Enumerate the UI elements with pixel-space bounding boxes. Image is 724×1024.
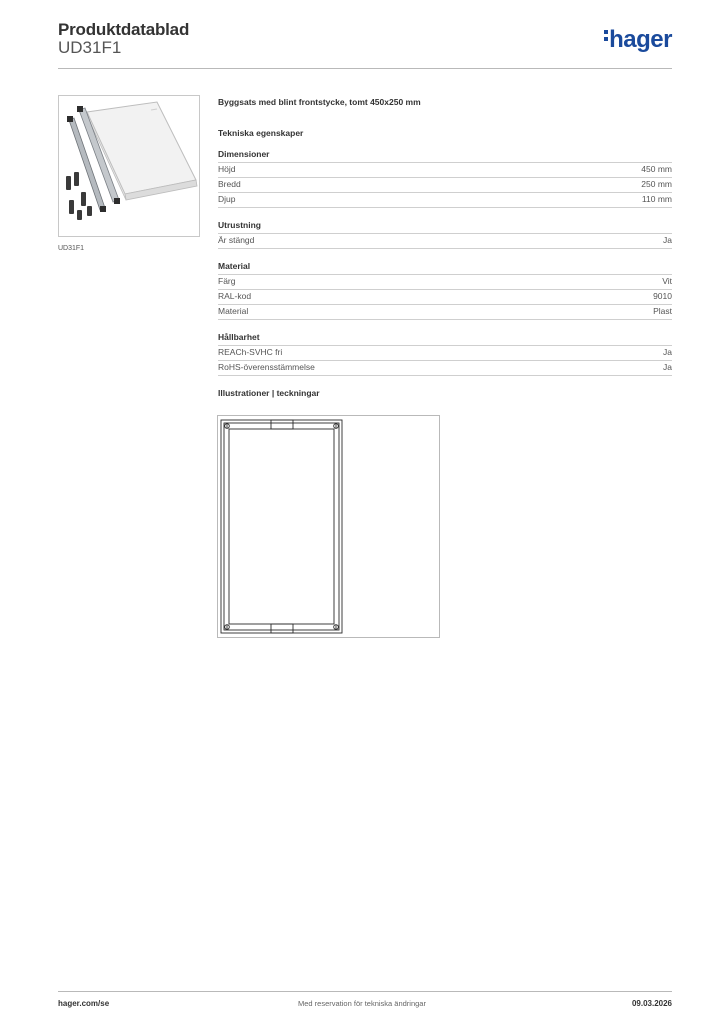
footer-divider — [58, 991, 672, 992]
spec-label: Djup — [218, 194, 236, 204]
footer-disclaimer: Med reservation för tekniska ändringar — [298, 999, 426, 1008]
footer-website-link[interactable]: hager.com/se — [58, 999, 110, 1008]
section-equipment — [218, 220, 672, 249]
spec-value: Ja — [663, 235, 672, 245]
spec-label: REACh-SVHC fri — [218, 347, 283, 357]
section-sustainability — [218, 332, 672, 376]
product-details — [218, 97, 672, 398]
spec-row — [218, 346, 672, 361]
spec-label: Färg — [218, 276, 236, 286]
product-photo — [58, 95, 200, 237]
section-title: Dimensioner — [218, 149, 672, 163]
spec-label: RoHS-överensstämmelse — [218, 362, 315, 372]
hager-logo[interactable] — [604, 27, 672, 52]
page-title: Produktdatablad — [58, 20, 190, 39]
section-material — [218, 261, 672, 320]
spec-label: Höjd — [218, 164, 236, 174]
product-description: Byggsats med blint frontstycke, tomt 450x250 mm — [218, 97, 421, 107]
spec-label: RAL-kod — [218, 291, 252, 301]
spec-label: Är stängd — [218, 235, 255, 245]
spec-value: 250 mm — [641, 179, 672, 189]
section-title: Hållbarhet — [218, 332, 672, 346]
header-divider — [58, 68, 672, 69]
spec-value: Ja — [663, 362, 672, 372]
logo-dots-icon — [604, 27, 608, 44]
tech-heading: Tekniska egenskaper — [218, 128, 304, 138]
logo-text: hager — [609, 26, 672, 53]
spec-row — [218, 305, 672, 320]
spec-row — [218, 290, 672, 305]
footer-date: 09.03.2026 — [631, 999, 672, 1008]
photo-caption: UD31F1 — [58, 245, 85, 252]
spec-value: 450 mm — [641, 164, 672, 174]
section-title: Material — [218, 261, 672, 275]
spec-row — [218, 178, 672, 193]
spec-value: Vit — [662, 276, 672, 286]
spec-row — [218, 361, 672, 376]
spec-label: Material — [218, 306, 249, 316]
technical-drawing — [217, 415, 440, 638]
illustrations-title: Illustrationer | teckningar — [218, 388, 320, 398]
spec-row — [218, 163, 672, 178]
section-title: Utrustning — [218, 220, 672, 234]
spec-value: 9010 — [653, 291, 672, 301]
front-panel-image — [87, 102, 197, 200]
spec-row — [218, 234, 672, 249]
section-dimensions — [218, 149, 672, 208]
spec-value: Ja — [663, 347, 672, 357]
product-code: UD31F1 — [58, 38, 122, 57]
spec-value: 110 mm — [641, 194, 672, 204]
spec-row — [218, 193, 672, 208]
mounting-clips-image — [66, 172, 92, 220]
spec-label: Bredd — [218, 179, 241, 189]
spec-value: Plast — [653, 306, 672, 316]
spec-row — [218, 275, 672, 290]
